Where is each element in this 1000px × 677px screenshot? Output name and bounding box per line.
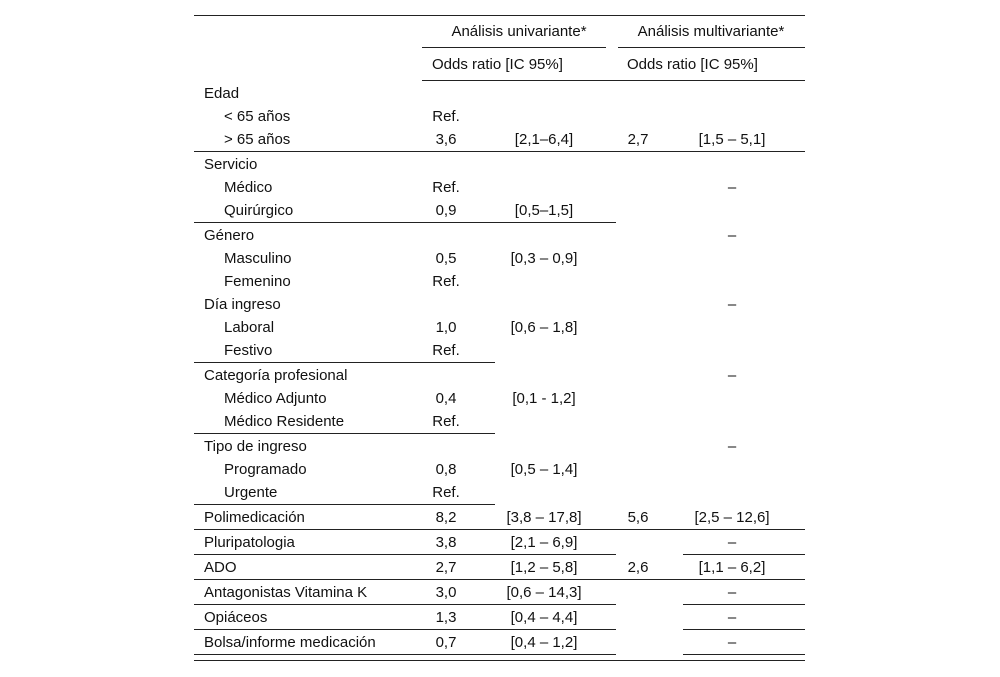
multi-dash-opiaceos: – [727,609,737,626]
group-label-edad: Edad [204,85,240,102]
or-antagonistas-vitamina-k: 3,0 [435,584,457,601]
multi-ci-ado: [1,1 – 6,2] [698,559,766,576]
or-edad-lt65: Ref. [432,108,460,125]
row-label-edad-lt65: < 65 años [224,108,291,125]
row-label-laboral: Laboral [224,319,275,336]
rule-after-pluripat-right [683,554,805,555]
rule-after-categoria [194,433,495,434]
ci-polimedicacion: [3,8 – 17,8] [506,509,582,526]
row-label-medico-adjunto: Médico Adjunto [224,390,327,407]
ci-opiaceos: [0,4 – 4,4] [510,609,578,626]
rule-after-bolsa-right [683,654,805,655]
header-rule-multivariate [618,47,805,48]
group-label-dia-ingreso: Día ingreso [204,296,281,313]
rule-after-dia [194,362,495,363]
row-label-ado: ADO [204,559,237,576]
row-label-polimedicacion: Polimedicación [204,509,305,526]
row-label-antagonistas-vitamina-k: Antagonistas Vitamina K [204,584,368,601]
group-label-tipo-ingreso: Tipo de ingreso [204,438,307,455]
or-edad-gt65: 3,6 [435,131,457,148]
header-rule-univariate [422,47,606,48]
row-label-medico-residente: Médico Residente [224,413,345,430]
multi-ci-edad-gt65: [1,5 – 5,1] [698,131,766,148]
rule-after-polimed [194,529,805,530]
row-label-festivo: Festivo [224,342,273,359]
multi-dash-bolsa-informe: – [727,634,737,651]
row-label-urgente: Urgente [224,484,278,501]
ci-ado: [1,2 – 5,8] [510,559,578,576]
multi-dash-tipo-ingreso: – [727,438,737,455]
ci-bolsa-informe: [0,4 – 1,2] [510,634,578,651]
ci-laboral: [0,6 – 1,8] [510,319,578,336]
ci-edad-gt65: [2,1–6,4] [514,131,574,148]
row-label-edad-gt65: > 65 años [224,131,291,148]
table-top-rule [194,15,805,16]
rule-after-opiaceos-left [194,629,616,630]
ci-antagonistas-vitamina-k: [0,6 – 14,3] [506,584,582,601]
header-bottom-rule [422,80,805,81]
or-bolsa-informe: 0,7 [435,634,457,651]
odds-ratio-multivariate-header: Odds ratio [IC 95%] [627,56,758,73]
rule-after-pluripat-left [194,554,616,555]
rule-after-antag-right [683,604,805,605]
multi-or-edad-gt65: 2,7 [627,131,649,148]
or-quirurgico: 0,9 [435,202,457,219]
or-femenino: Ref. [432,273,460,290]
or-masculino: 0,5 [435,250,457,267]
multi-dash-genero: – [727,227,737,244]
row-label-pluripatologia: Pluripatologia [204,534,295,551]
or-polimedicacion: 8,2 [435,509,457,526]
or-pluripatologia: 3,8 [435,534,457,551]
multi-dash-pluripatologia: – [727,534,737,551]
odds-ratio-univariate-header: Odds ratio [IC 95%] [432,56,563,73]
ci-medico-adjunto: [0,1 - 1,2] [512,390,576,407]
or-urgente: Ref. [432,484,460,501]
group-label-servicio: Servicio [204,156,258,173]
rule-after-antag-left [194,604,616,605]
multi-dash-servicio: – [727,179,737,196]
or-ado: 2,7 [435,559,457,576]
table-bottom-rule [194,660,805,661]
or-medico-adjunto: 0,4 [435,390,457,407]
multivariate-header: Análisis multivariante* [637,23,785,40]
multi-dash-categoria: – [727,367,737,384]
or-medico-residente: Ref. [432,413,460,430]
rule-after-opiaceos-right [683,629,805,630]
rule-after-bolsa-left [194,654,616,655]
multi-dash-antagonistas: – [727,584,737,601]
group-label-genero: Género [204,227,255,244]
row-label-femenino: Femenino [224,273,291,290]
multi-or-ado: 2,6 [627,559,649,576]
multi-ci-polimedicacion: [2,5 – 12,6] [694,509,770,526]
row-label-programado: Programado [224,461,307,478]
group-label-categoria: Categoría profesional [204,367,348,384]
ci-programado: [0,5 – 1,4] [510,461,578,478]
multi-or-polimedicacion: 5,6 [627,509,649,526]
multi-dash-dia-ingreso: – [727,296,737,313]
row-label-masculino: Masculino [224,250,292,267]
row-label-opiaceos: Opiáceos [204,609,268,626]
row-label-bolsa-informe: Bolsa/informe medicación [204,634,376,651]
ci-pluripatologia: [2,1 – 6,9] [510,534,578,551]
or-festivo: Ref. [432,342,460,359]
or-programado: 0,8 [435,461,457,478]
row-label-quirurgico: Quirúrgico [224,202,294,219]
ci-masculino: [0,3 – 0,9] [510,250,578,267]
rule-after-edad [194,151,805,152]
row-label-medico: Médico [224,179,273,196]
or-medico: Ref. [432,179,460,196]
or-opiaceos: 1,3 [435,609,457,626]
rule-after-ado [194,579,805,580]
rule-after-servicio [194,222,616,223]
rule-after-tipo [194,504,495,505]
ci-quirurgico: [0,5–1,5] [514,202,574,219]
univariate-header: Análisis univariante* [451,23,587,40]
or-laboral: 1,0 [435,319,457,336]
